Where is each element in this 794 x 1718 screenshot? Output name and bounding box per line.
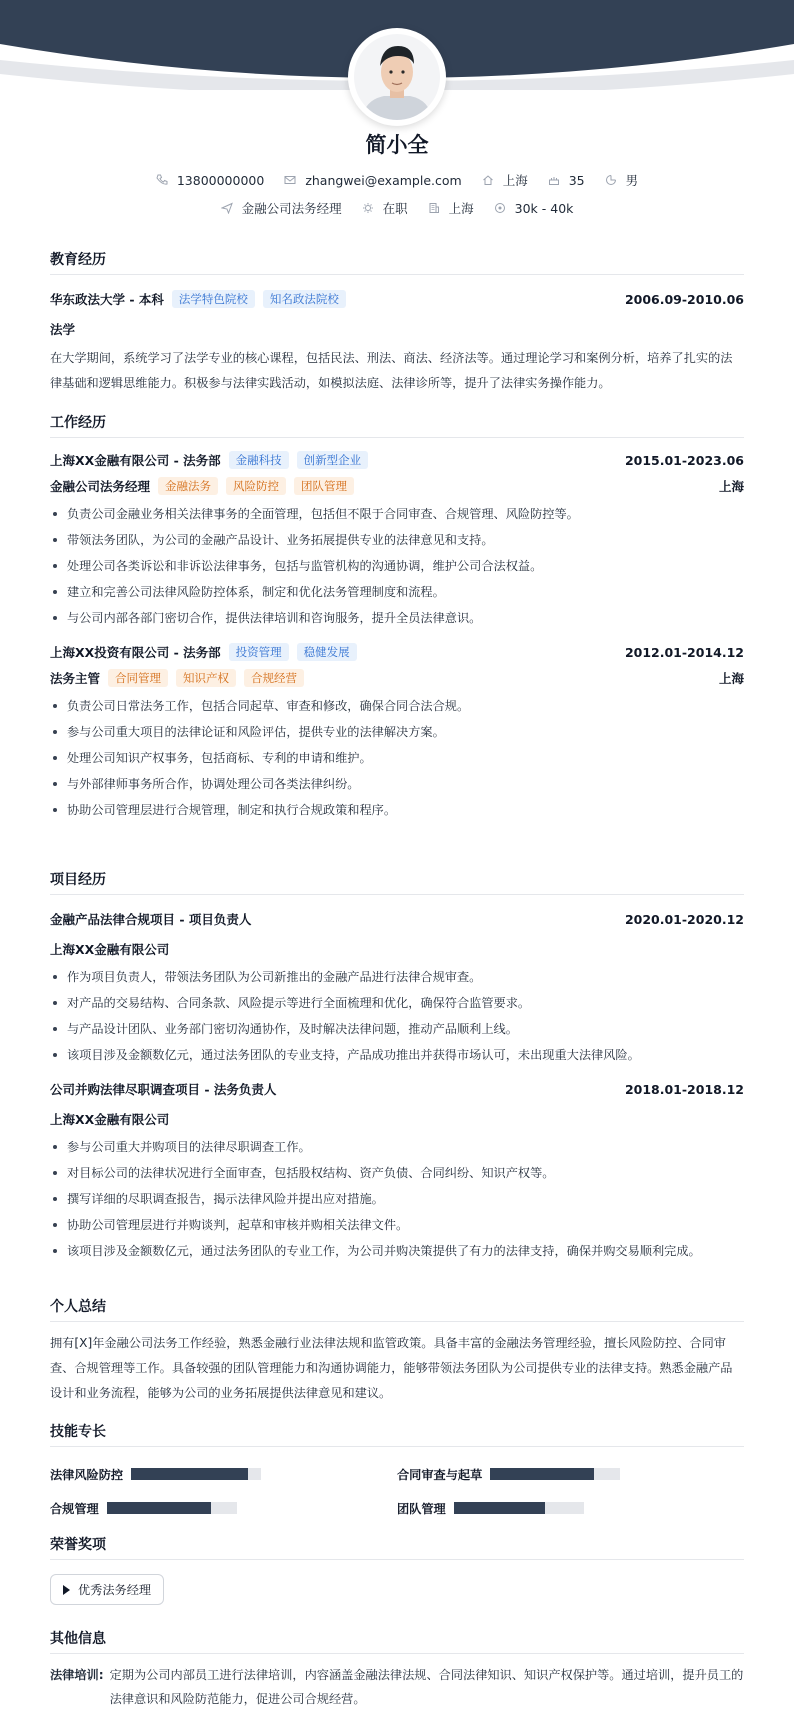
gender: 男 <box>625 173 639 188</box>
company-tag: 创新型企业 <box>297 451 369 469</box>
list-item: 负责公司日常法务工作，包括合同起草、审查和修改，确保合同合法合规。 <box>50 693 744 719</box>
list-item: 参与公司重大并购项目的法律尽职调查工作。 <box>50 1134 744 1160</box>
building-icon <box>428 202 440 214</box>
list-item: 负责公司金融业务相关法律事务的全面管理，包括但不限于合同审查、合规管理、风险防控等。 <box>50 501 744 527</box>
summary-section <box>50 1296 744 1406</box>
skill-bar <box>490 1468 620 1480</box>
skills-section <box>50 1421 744 1525</box>
summary-text: 拥有[X]年金融公司法务工作经验，熟悉金融行业法律法规和监管政策。具备丰富的金融法务管理经验，擅长风险防控、合同审查、合规管理等工作。具备较强的团队管理能力和沟通协调能力，能够带领法务团队为公司提供专业的法律支持。熟悉金融产品设计和业务流程，能够为公司的业务拓展提供法律意见和建议。 <box>50 1336 733 1400</box>
company-tag: 投资管理 <box>229 643 289 661</box>
other-section <box>50 1628 744 1711</box>
job-role: 金融公司法务经理 <box>50 479 151 494</box>
phone-number: 13800000000 <box>176 172 265 188</box>
gender-item <box>605 171 639 189</box>
role-tag: 合同管理 <box>108 669 168 687</box>
salary-range: 30k - 40k <box>514 200 574 216</box>
company-name: 上海XX金融有限公司 - 法务部 <box>50 453 221 468</box>
other-label: 法律培训: <box>50 1668 104 1682</box>
list-item: 处理公司知识产权事务，包括商标、专利的申请和维护。 <box>50 745 744 771</box>
job-location: 上海 <box>718 479 744 494</box>
section-title: 教育经历 <box>50 249 744 275</box>
salary-item <box>494 201 574 216</box>
list-item: 协助公司管理层进行合规管理，制定和执行合规政策和程序。 <box>50 797 744 823</box>
skill-item <box>397 1491 744 1525</box>
avatar <box>348 28 446 126</box>
list-item: 参与公司重大项目的法律论证和风险评估，提供专业的法律解决方案。 <box>50 719 744 745</box>
phone-icon <box>156 174 168 186</box>
section-title: 工作经历 <box>50 412 744 438</box>
job-dates: 2012.01-2014.12 <box>624 644 744 660</box>
status-item <box>362 199 408 217</box>
list-item: 撰写详细的尽职调查报告，揭示法律风险并提出应对措施。 <box>50 1186 744 1212</box>
section-title: 其他信息 <box>50 1628 744 1654</box>
school-tag: 法学特色院校 <box>172 290 255 308</box>
mail-icon <box>284 174 296 186</box>
job-title-item <box>221 199 342 217</box>
candidate-name: 简小全 <box>365 133 429 157</box>
cake-icon <box>548 174 560 186</box>
home-icon <box>482 174 494 186</box>
education-dates: 2006.09-2010.06 <box>624 291 744 307</box>
section-title: 个人总结 <box>50 1296 744 1322</box>
award-item[interactable] <box>50 1574 164 1605</box>
list-item: 作为项目负责人，带领法务团队为公司新推出的金融产品进行法律合规审查。 <box>50 964 744 990</box>
list-item: 该项目涉及金额数亿元，通过法务团队的专业工作，为公司并购决策提供了有力的法律支持，确保并购交易顺利完成。 <box>50 1238 744 1264</box>
job-role: 法务主管 <box>50 671 101 686</box>
job-dates: 2015.01-2023.06 <box>624 452 744 468</box>
job-title: 金融公司法务经理 <box>241 201 342 216</box>
skill-bar <box>107 1502 237 1514</box>
company-tag: 金融科技 <box>229 451 289 469</box>
city: 上海 <box>502 173 528 188</box>
other-text: 定期为公司内部员工进行法律培训，内容涵盖金融法律法规、合同法律知识、知识产权保护等。通过培训，提升员工的法律意识和风险防范能力，促进公司合规经营。 <box>109 1668 744 1706</box>
age-item <box>548 173 585 188</box>
list-item: 建立和完善公司法律风险防控体系，制定和优化法务管理制度和流程。 <box>50 579 744 605</box>
education-description: 在大学期间，系统学习了法学专业的核心课程，包括民法、刑法、商法、经济法等。通过理论学习和案例分析，培养了扎实的法律基础和逻辑思维能力。积极参与法律实践活动，如模拟法庭、法律诊所等，提升了法律实务操作能力。 <box>50 351 733 390</box>
skill-name: 法律风险防控 <box>50 1467 124 1482</box>
job-entry <box>50 451 744 631</box>
target-city: 上海 <box>448 201 474 216</box>
school-name: 华东政法大学 - 本科 <box>50 292 164 307</box>
contact-info <box>0 171 794 189</box>
section-title: 技能专长 <box>50 1421 744 1447</box>
project-company: 上海XX金融有限公司 <box>50 942 170 957</box>
play-icon <box>63 1585 70 1595</box>
list-item: 带领法务团队，为公司的金融产品设计、业务拓展提供专业的法律意见和支持。 <box>50 527 744 553</box>
job-entry <box>50 643 744 823</box>
skill-item <box>50 1491 397 1525</box>
skill-item <box>397 1457 744 1491</box>
work-section <box>50 412 744 823</box>
awards-section <box>50 1534 744 1605</box>
skill-bar-fill <box>131 1468 248 1480</box>
company-tag: 稳健发展 <box>297 643 357 661</box>
email-item <box>284 173 461 188</box>
avatar-photo <box>354 34 440 120</box>
job-info <box>0 199 794 217</box>
email-address: zhangwei@example.com <box>305 172 462 188</box>
role-tag: 知识产权 <box>176 669 236 687</box>
list-item: 与公司内部各部门密切合作，提供法律培训和咨询服务，提升全员法律意识。 <box>50 605 744 631</box>
projects-section <box>50 869 744 1264</box>
send-icon <box>221 202 233 214</box>
gender-icon <box>605 174 617 186</box>
list-item: 对产品的交易结构、合同条款、风险提示等进行全面梳理和优化，确保符合监管要求。 <box>50 990 744 1016</box>
skill-name: 合同审查与起草 <box>397 1467 483 1482</box>
skill-bar-fill <box>490 1468 594 1480</box>
coin-icon <box>494 202 506 214</box>
age: 35 <box>568 172 585 188</box>
city-item <box>482 171 528 189</box>
project-entry <box>50 910 744 1068</box>
skill-name: 合规管理 <box>50 1501 99 1516</box>
major: 法学 <box>50 322 76 337</box>
target-city-item <box>428 199 474 217</box>
list-item: 对目标公司的法律状况进行全面审查，包括股权结构、资产负债、合同纠纷、知识产权等。 <box>50 1160 744 1186</box>
project-dates: 2018.01-2018.12 <box>624 1081 744 1097</box>
status-icon <box>362 202 374 214</box>
company-name: 上海XX投资有限公司 - 法务部 <box>50 645 221 660</box>
role-tag: 合规经营 <box>244 669 304 687</box>
skill-bar <box>454 1502 584 1514</box>
award-label: 优秀法务经理 <box>78 1583 152 1597</box>
school-tag: 知名政法院校 <box>263 290 346 308</box>
role-tag: 风险防控 <box>226 477 286 495</box>
skill-bar-fill <box>454 1502 545 1514</box>
education-section <box>50 249 744 396</box>
other-item <box>50 1663 744 1711</box>
phone-item <box>156 173 264 188</box>
role-tag: 团队管理 <box>294 477 354 495</box>
skill-name: 团队管理 <box>397 1501 446 1516</box>
section-title: 项目经历 <box>50 869 744 895</box>
list-item: 该项目涉及金额数亿元，通过法务团队的专业支持，产品成功推出并获得市场认可，未出现重大法律风险。 <box>50 1042 744 1068</box>
role-tag: 金融法务 <box>158 477 218 495</box>
skill-bar <box>131 1468 261 1480</box>
list-item: 与外部律师事务所合作，协调处理公司各类法律纠纷。 <box>50 771 744 797</box>
project-name: 公司并购法律尽职调查项目 - 法务负责人 <box>50 1082 277 1097</box>
project-entry <box>50 1080 744 1264</box>
project-company: 上海XX金融有限公司 <box>50 1112 170 1127</box>
list-item: 与产品设计团队、业务部门密切沟通协作，及时解决法律问题，推动产品顺利上线。 <box>50 1016 744 1042</box>
project-name: 金融产品法律合规项目 - 项目负责人 <box>50 912 252 927</box>
skill-bar-fill <box>107 1502 211 1514</box>
section-title: 荣誉奖项 <box>50 1534 744 1560</box>
list-item: 协助公司管理层进行并购谈判，起草和审核并购相关法律文件。 <box>50 1212 744 1238</box>
job-location: 上海 <box>718 671 744 686</box>
list-item: 处理公司各类诉讼和非诉讼法律事务，包括与监管机构的沟通协调，维护公司合法权益。 <box>50 553 744 579</box>
project-dates: 2020.01-2020.12 <box>624 911 744 927</box>
skill-item <box>50 1457 397 1491</box>
employment-status: 在职 <box>382 201 408 216</box>
